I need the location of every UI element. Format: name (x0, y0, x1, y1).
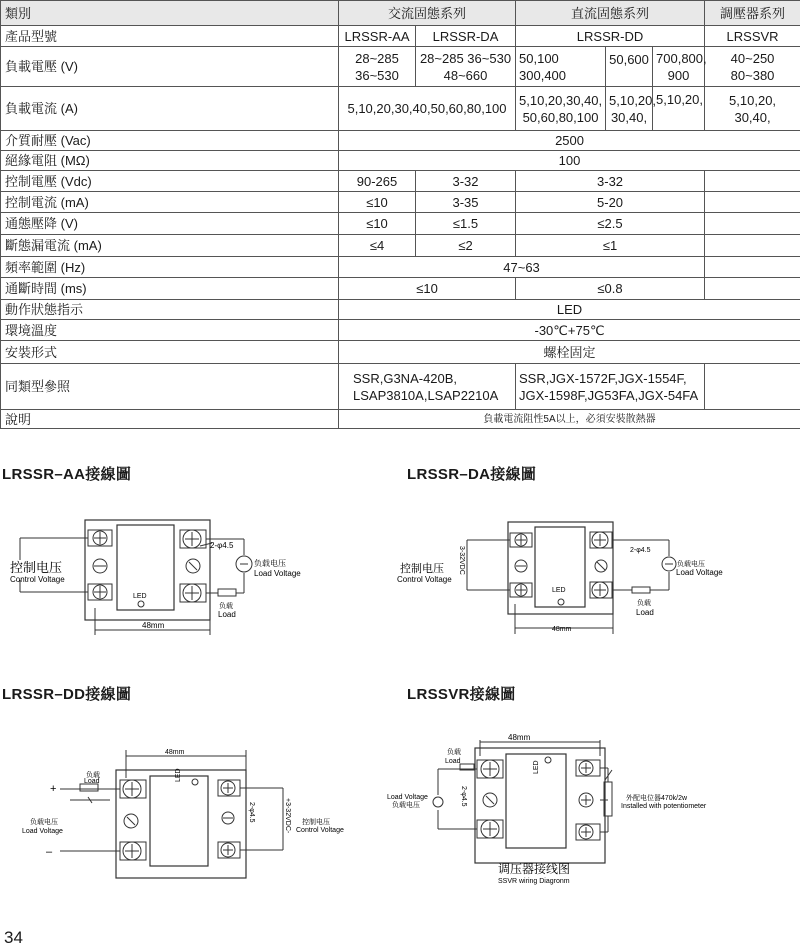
dd-hole-label: 2-φ4.5 (248, 802, 255, 823)
row-label: 產品型號 (1, 26, 339, 47)
table-row (1, 410, 800, 429)
equivalent-ac: SSR,G3NA-420B, LSAP3810A,LSAP2210A (339, 364, 516, 410)
da-diagram-svg (400, 500, 800, 650)
row-label: 控制電流 (mA) (1, 192, 339, 213)
dd-minus: – (46, 846, 53, 858)
row-label: 斷態漏電流 (mA) (1, 235, 339, 257)
load-voltage-dd3: 700,800, 900 (653, 47, 705, 87)
ambient-value: -30℃+75℃ (339, 320, 800, 341)
load-voltage-dd2: 50,600 (606, 47, 653, 87)
load-voltage-da: 28~285 36~530 48~660 (416, 47, 516, 87)
switch-time-ac: ≤10 (339, 278, 516, 300)
load-current-dd1: 5,10,20,30,40, 50,60,80,100 (516, 87, 606, 131)
relay-window (150, 776, 208, 866)
dd-load-cn: 负载 (86, 770, 100, 779)
empty-cell (705, 235, 800, 257)
model-dd: LRSSR-DD (516, 26, 705, 47)
svr-pot-en: Installed with potentiometer (621, 803, 707, 810)
table-row (1, 26, 800, 47)
da-hole-label: 2-φ4.5 (630, 547, 651, 554)
load-current-svr: 5,10,20, 30,40, (705, 87, 800, 131)
control-current-da: 3-35 (416, 192, 516, 213)
empty-cell (705, 257, 800, 278)
control-current-dd: 5-20 (516, 192, 705, 213)
dd-ctrl-range: +3-32VDC- (284, 798, 291, 834)
row-label: 動作狀態指示 (1, 300, 339, 320)
dd-ctrl-cn: 控制电压 (302, 817, 330, 826)
row-label: 通態壓降 (V) (1, 213, 339, 235)
da-diagram-title: LRSSR–DA接線圖 (407, 463, 536, 484)
dielectric-value: 2500 (339, 131, 800, 151)
aa-wiring-diagram (0, 500, 400, 650)
empty-cell (705, 213, 800, 235)
row-label: 負載電流 (A) (1, 87, 339, 131)
on-drop-dd: ≤2.5 (516, 213, 705, 235)
empty-cell (705, 364, 800, 410)
svr-led-label: LED (533, 760, 540, 774)
dd-wiring-diagram (0, 720, 400, 880)
relay-window (535, 527, 585, 607)
aa-load-v-cn: 负载电压 (254, 558, 286, 568)
switch-time-dd: ≤0.8 (516, 278, 705, 300)
row-label: 頻率範圍 (Hz) (1, 257, 339, 278)
row-label: 同類型參照 (1, 364, 339, 410)
aa-width-label: 48mm (142, 621, 165, 630)
dd-width-label: 48mm (165, 749, 185, 756)
svr-load-en: Load (445, 758, 461, 765)
spec-table (0, 0, 800, 429)
control-voltage-da: 3-32 (416, 171, 516, 192)
header-dc-series: 直流固態系列 (516, 1, 705, 26)
row-label: 環境溫度 (1, 320, 339, 341)
table-row (1, 151, 800, 171)
table-row (1, 87, 800, 131)
dd-diagram-title: LRSSR–DD接線圖 (2, 683, 131, 704)
da-wiring-diagram (400, 500, 800, 650)
dd-load-v-en: Load Voltage (22, 828, 63, 835)
aa-diagram-title: LRSSR–AA接線圖 (2, 463, 131, 484)
empty-cell (705, 278, 800, 300)
dd-diagram-svg (0, 720, 400, 880)
svr-load-cn: 负载 (447, 747, 461, 756)
aa-led-label: LED (133, 593, 147, 600)
insulation-value: 100 (339, 151, 800, 171)
row-label: 負載電壓 (V) (1, 47, 339, 87)
da-ctrl-en: Control Voltage (397, 575, 452, 584)
aa-load-v-en: Load Voltage (254, 569, 301, 578)
aa-load-en: Load (218, 610, 236, 619)
dd-plus: + (50, 783, 56, 795)
load-voltage-aa: 28~285 36~530 (339, 47, 416, 87)
on-drop-aa: ≤10 (339, 213, 416, 235)
table-row (1, 171, 800, 192)
aa-ctrl-cn: 控制电压 (10, 560, 62, 575)
model-aa: LRSSR-AA (339, 26, 416, 47)
load-voltage-dd1: 50,100 300,400 (516, 47, 606, 87)
da-ctrl-cn: 控制电压 (400, 561, 444, 575)
on-drop-da: ≤1.5 (416, 213, 516, 235)
table-row (1, 1, 800, 26)
svr-diagram-title: LRSSVR接線圖 (407, 683, 516, 704)
table-row (1, 213, 800, 235)
row-label: 安裝形式 (1, 341, 339, 364)
header-regulator-series: 調壓器系列 (705, 1, 800, 26)
dd-load-v-cn: 负载电压 (30, 817, 58, 826)
empty-cell (705, 192, 800, 213)
da-load-en: Load (636, 608, 654, 617)
svr-diagram-svg (380, 720, 800, 895)
row-label: 絕緣電阻 (MΩ) (1, 151, 339, 171)
equivalent-dc: SSR,JGX-1572F,JGX-1554F, JGX-1598F,JG53FA,JGX-54FA (516, 364, 705, 410)
da-width-label: 48mm (552, 626, 572, 633)
frequency-value: 47~63 (339, 257, 705, 278)
remark-value: 負載電流阻性5A以上，必須安裝散熱器 (339, 410, 800, 429)
off-leak-da: ≤2 (416, 235, 516, 257)
table-row (1, 364, 800, 410)
header-ac-series: 交流固態系列 (339, 1, 516, 26)
aa-load-cn: 负载 (219, 601, 233, 610)
svr-hole-label: 2-φ4.5 (460, 786, 467, 807)
da-load-cn: 负载 (637, 598, 651, 607)
dd-load-en: Load (84, 778, 100, 785)
load-current-dd3: 5,10,20, (653, 87, 705, 131)
off-leak-dd: ≤1 (516, 235, 705, 257)
dd-ctrl-en: Control Voltage (296, 827, 344, 834)
svr-pot-cn: 外配电位器470k/2w (626, 793, 688, 802)
model-da: LRSSR-DA (416, 26, 516, 47)
table-row (1, 300, 800, 320)
load-current-ac: 5,10,20,30,40,50,60,80,100 (339, 87, 516, 131)
svr-load-v-cn: 负载电压 (392, 800, 420, 809)
row-label: 說明 (1, 410, 339, 429)
aa-hole-label: 2-φ4.5 (210, 541, 234, 550)
aa-ctrl-en: Control Voltage (10, 575, 65, 584)
load-current-dd2: 5,10,20, 30,40, (606, 87, 653, 131)
mounting-value: 螺栓固定 (339, 341, 800, 364)
row-label: 通斷時間 (ms) (1, 278, 339, 300)
svr-width-label: 48mm (508, 733, 531, 742)
table-row (1, 257, 800, 278)
da-load-v-en: Load Voltage (676, 568, 723, 577)
header-category: 類別 (1, 1, 339, 26)
table-row (1, 131, 800, 151)
table-row (1, 47, 800, 87)
empty-cell (705, 171, 800, 192)
svr-load-v-en: Load Voltage (387, 794, 428, 801)
control-voltage-aa: 90-265 (339, 171, 416, 192)
svr-caption-cn: 调压器接线图 (498, 861, 570, 876)
table-row (1, 192, 800, 213)
svr-caption-en: SSVR wiring Diagronm (498, 878, 570, 885)
dd-led-label: LED (175, 768, 182, 782)
row-label: 介質耐壓 (Vac) (1, 131, 339, 151)
da-load-v-cn: 负载电压 (677, 559, 705, 568)
table-row (1, 235, 800, 257)
aa-diagram-svg (0, 500, 400, 650)
off-leak-aa: ≤4 (339, 235, 416, 257)
control-voltage-dd: 3-32 (516, 171, 705, 192)
table-row (1, 278, 800, 300)
page-number: 34 (4, 928, 23, 948)
table-row (1, 320, 800, 341)
control-current-aa: ≤10 (339, 192, 416, 213)
svr-wiring-diagram (380, 720, 800, 895)
indicator-value: LED (339, 300, 800, 320)
table-row (1, 341, 800, 364)
load-voltage-svr: 40~250 80~380 (705, 47, 800, 87)
model-svr: LRSSVR (705, 26, 800, 47)
da-ctrl-range: 3-32VDC (458, 546, 465, 575)
row-label: 控制電壓 (Vdc) (1, 171, 339, 192)
da-led-label: LED (552, 587, 566, 594)
